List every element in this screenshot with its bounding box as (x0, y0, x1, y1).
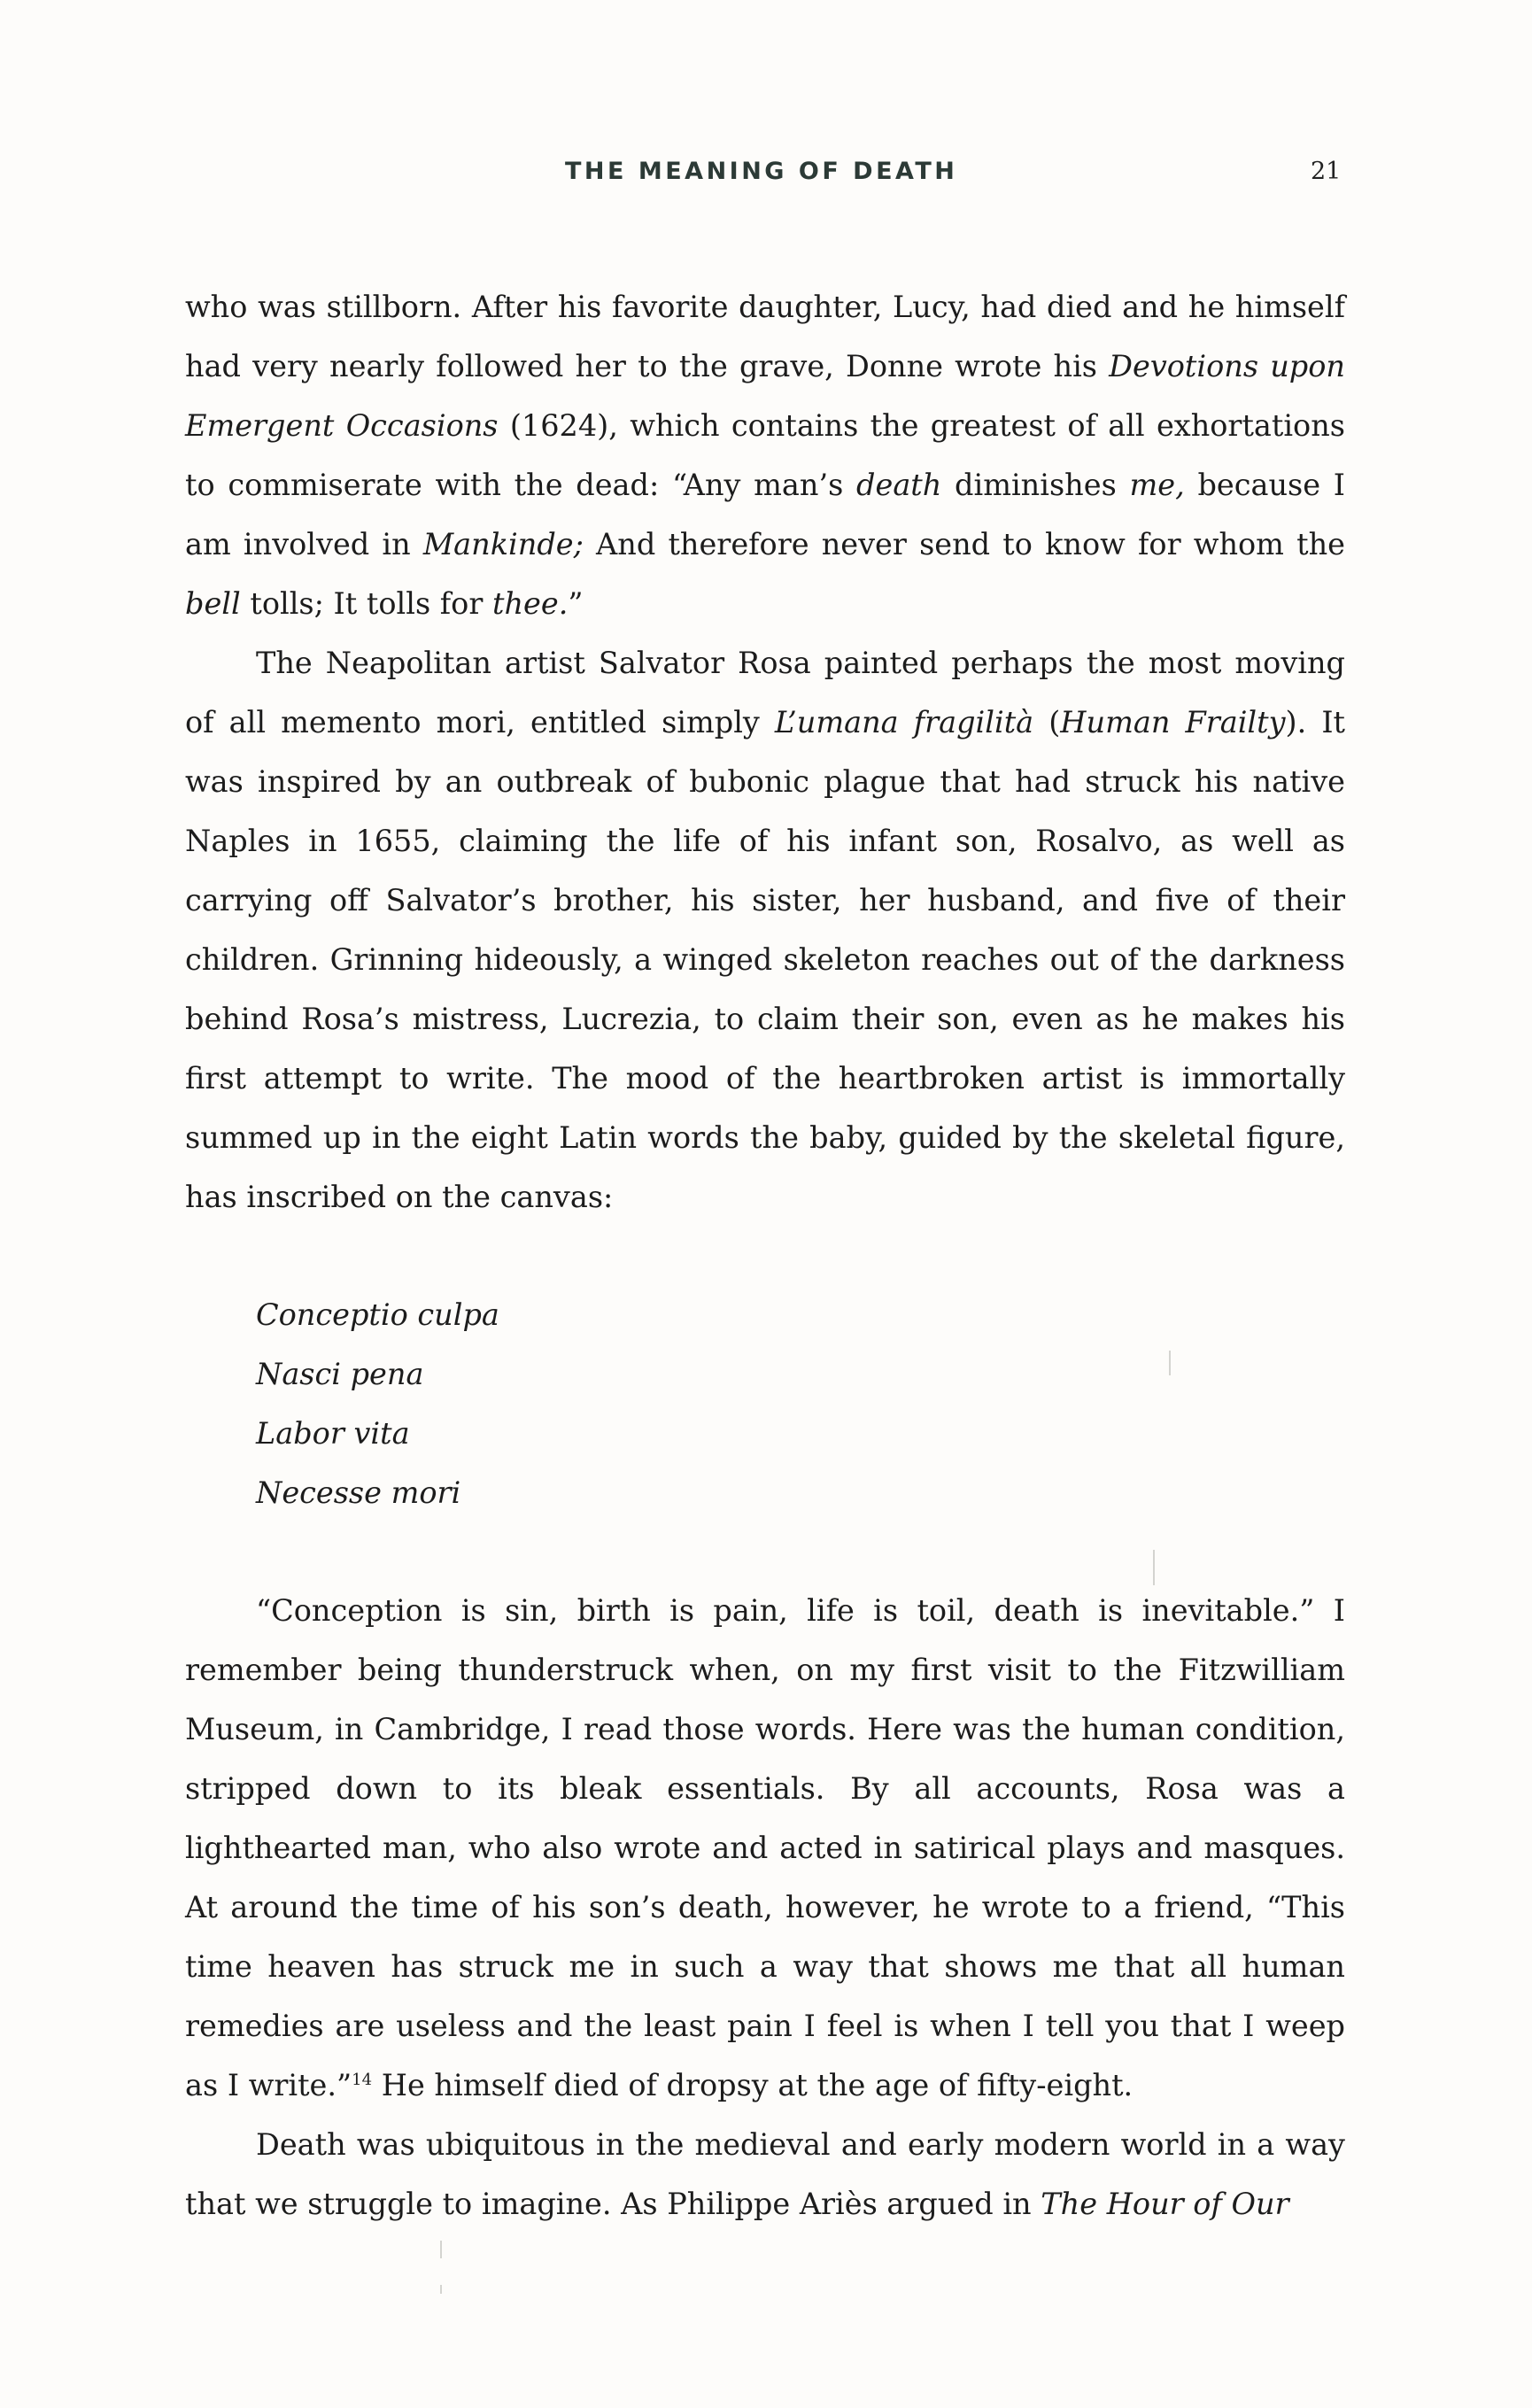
italic-run: Human Frailty (1060, 705, 1286, 739)
text-run: diminishes (941, 468, 1130, 502)
italic-run: L’umana fragilità (774, 705, 1034, 739)
page-number: 21 (1311, 158, 1342, 185)
text-run: tolls; It tolls for (240, 586, 493, 621)
text-run: because I am involved in (185, 468, 1345, 561)
latin-verse (256, 1285, 1345, 1522)
text-run: ” (568, 586, 584, 621)
italic-run: Mankinde; (422, 527, 584, 561)
italic-run: me, (1129, 468, 1185, 502)
verse-line: Necesse mori (256, 1475, 461, 1510)
italic-run: Devotions upon Emergent Occasions (185, 349, 1345, 443)
body-text (185, 277, 1345, 2234)
running-title: THE MEANING OF DEATH (565, 158, 958, 185)
text-run: He himself died of dropsy at the age of fifty-eight. (372, 2068, 1134, 2102)
text-run: Death was ubiquitous in the medieval and early modern world in a way that we struggle to imagine. As Philippe Ariès argued in (185, 2127, 1345, 2221)
text-run: The Neapolitan artist Salvator Rosa painted perhaps the most moving of all memento mori, entitled simply (185, 646, 1345, 739)
verse-line: Nasci pena (256, 1357, 424, 1391)
paragraph-continuation (185, 277, 1345, 633)
scan-mark (440, 2241, 442, 2258)
scan-mark (1153, 1550, 1155, 1585)
italic-run: The Hour of Our (1041, 2187, 1289, 2221)
paragraph-death-ubiquitous (185, 2115, 1345, 2234)
text-run: ( (1033, 705, 1061, 739)
verse-line: Conceptio culpa (256, 1297, 499, 1332)
text-run: (1624), which contains the greatest of all exhortations to commiserate with the dead: “Any man’s (185, 408, 1345, 502)
paragraph-conception (185, 1581, 1345, 2115)
paragraph-salvator-rosa (185, 633, 1345, 1227)
text-run: who was stillborn. After his favorite daughter, Lucy, had died and he himself had very nearly followed her to the grave, Donne wrote his (185, 290, 1345, 383)
italic-run: death (856, 468, 942, 502)
footnote-ref: 14 (352, 2070, 373, 2089)
italic-run: bell (185, 586, 241, 621)
scan-mark (440, 2285, 442, 2294)
verse-line: Labor vita (256, 1416, 410, 1451)
text-run: And therefore never send to know for whom the (583, 527, 1345, 561)
running-head (0, 158, 1532, 202)
italic-run: thee. (492, 586, 569, 621)
text-run: “Conception is sin, birth is pain, life is toil, death is inevitable.” I remember being thunderstruck when, on my first visit to the Fitzwilliam Museum, in Cambridge, I read those words. Here was the human condition, stripped down to its bleak essentials. By all accounts, Rosa was a lighthearted man, who also wrote and acted in satirical plays and masques. At around the time of his son’s death, however, he wrote to a friend, “This time heaven has struck me in such a way that shows me that all human remedies are useless and the least pain I feel is when I tell you that I weep as I write.” (185, 1593, 1345, 2102)
scan-mark (1169, 1351, 1171, 1375)
text-run: ). It was inspired by an outbreak of bubonic plague that had struck his native Naples in 1655, claiming the life of his infant son, Rosalvo, as well as carrying off Salvator’s brother, his sister, her husband, and five of their children. Grinning hideously, a winged skeleton reaches out of the darkness behind Rosa’s mistress, Lucrezia, to claim their son, even as he makes his first attempt to write. The mood of the heartbroken artist is immortally summed up in the eight Latin words the baby, guided by the skeletal figure, has inscribed on the canvas: (185, 705, 1346, 1214)
